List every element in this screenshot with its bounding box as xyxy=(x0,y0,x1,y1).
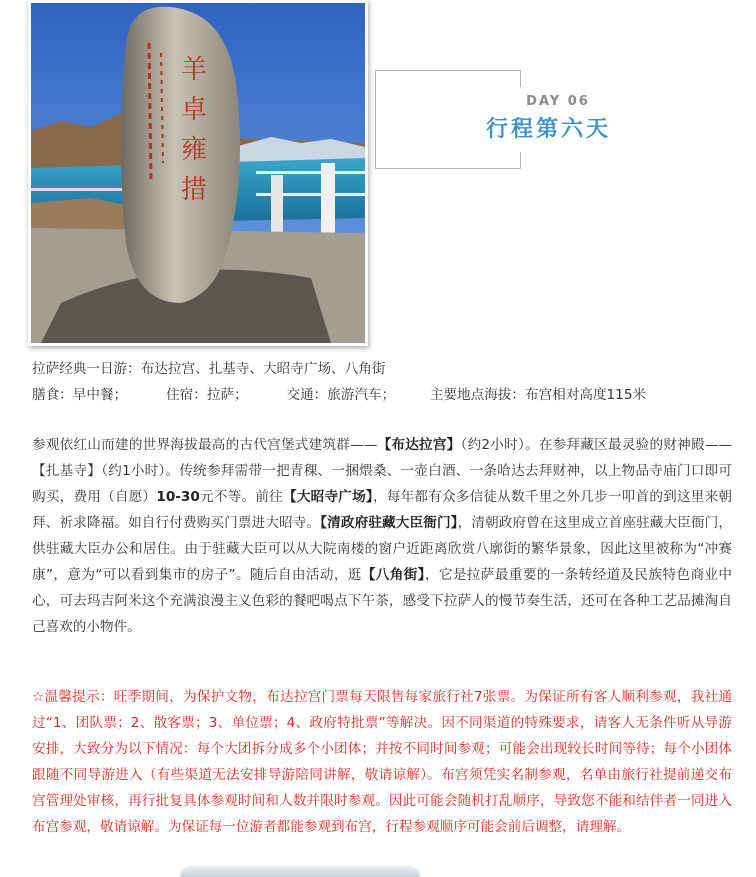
stone-char-2: 卓 xyxy=(181,95,208,125)
itinerary-details: 膳食：早中餐； 住宿：拉萨； 交通：旅游汽车； 主要地点海拔：布宫相对高度115米 xyxy=(32,387,647,403)
desc-text-5: ，清朝政府曾在这里成立首座驻藏大臣衙门，供驻藏大臣办公和居住。由于驻藏大臣可以从大院南楼的窗户近距离欣赏八廓街的繁华景象，因此这里被称为“冲赛康”，意为“可以看到集市的房子”。随后自由活动，逛 xyxy=(32,515,733,583)
itinerary-summary: 拉萨经典一日游：布达拉宫、扎基寺、大昭寺广场、八角街 xyxy=(32,361,386,377)
desc-text-6: ，它是拉萨最重要的一条转经道及民族特色商业中心，可去玛吉阿米这个充满浪漫主义色彩的餐吧喝点下午茶，感受下拉萨人的慢节奏生活，还可在各种工艺品摊淘自己喜欢的小物件。 xyxy=(32,567,732,635)
barkhor-highlight: 【八角街】 xyxy=(361,567,425,583)
desc-text-4: ，每年都有众多信徒从数千里之外几步一叩首的到这里来朝拜、祈求降福。如自行付费购买门票进大昭寺。 xyxy=(32,489,733,531)
yamen-highlight: 【清政府驻藏大臣衙门】 xyxy=(320,515,458,531)
photo-frame xyxy=(28,0,368,346)
desc-text-1: 参观依红山而建的世界海拔最高的古代宫堡式建筑群—— xyxy=(32,437,378,453)
stone-char-4: 措 xyxy=(181,175,208,205)
desc-text-3: 元不等。前往 xyxy=(199,489,283,505)
warm-tip: ☆温馨提示：旺季期间，为保护文物，布达拉宫门票每天限售每家旅行社7张票。为保证所有客人顺利参观，我社通过“1、团队票；2、散客票；3、单位票；4、政府特批票”等解决。因不同渠道的特殊要求，请客人无条件听从导游安排，大致分为以下情况：每个大团拆分成多个小团体；并按不同时间参观；可能会出现较长时间等待；每个小团体跟随不同导游进入（有些渠道无法安排导游陪同讲解，敬请谅解）。布宫须凭实名制参观，名单由旅行社提前递交布宫管理处审核，再行批复具体参观时间和人数并限时参观。因此可能会随机打乱顺序，导致您不能和结伴者一同进入布宫参观，敬请谅解。为保证每一位游者都能参观到布宫，行程参观顺序可能会前后调整，请理解。 xyxy=(32,689,732,835)
desc-text-2: （约2小时）。在参拜藏区最灵验的财神殿——【扎基寺】（约1小时）。传统参拜需带一把青稞、一捆煨桑、一壶白酒、一条哈达去拜财神，以上物品寺庙门口即可购买，费用（自愿） xyxy=(32,437,733,505)
fee-highlight: 10-30 xyxy=(156,489,200,505)
day-description xyxy=(32,432,732,640)
next-photo-edge xyxy=(180,866,420,877)
yamdrok-lake-photo xyxy=(31,3,365,343)
stone-char-1: 羊 xyxy=(181,55,208,85)
potala-highlight: 【布达拉宫】 xyxy=(377,437,461,453)
jokhang-highlight: 【大昭寺广场】 xyxy=(283,489,373,505)
day-title: 行程第六天 xyxy=(486,117,612,142)
stone-char-3: 雍 xyxy=(181,135,208,165)
day-number: DAY 06 xyxy=(526,94,590,109)
